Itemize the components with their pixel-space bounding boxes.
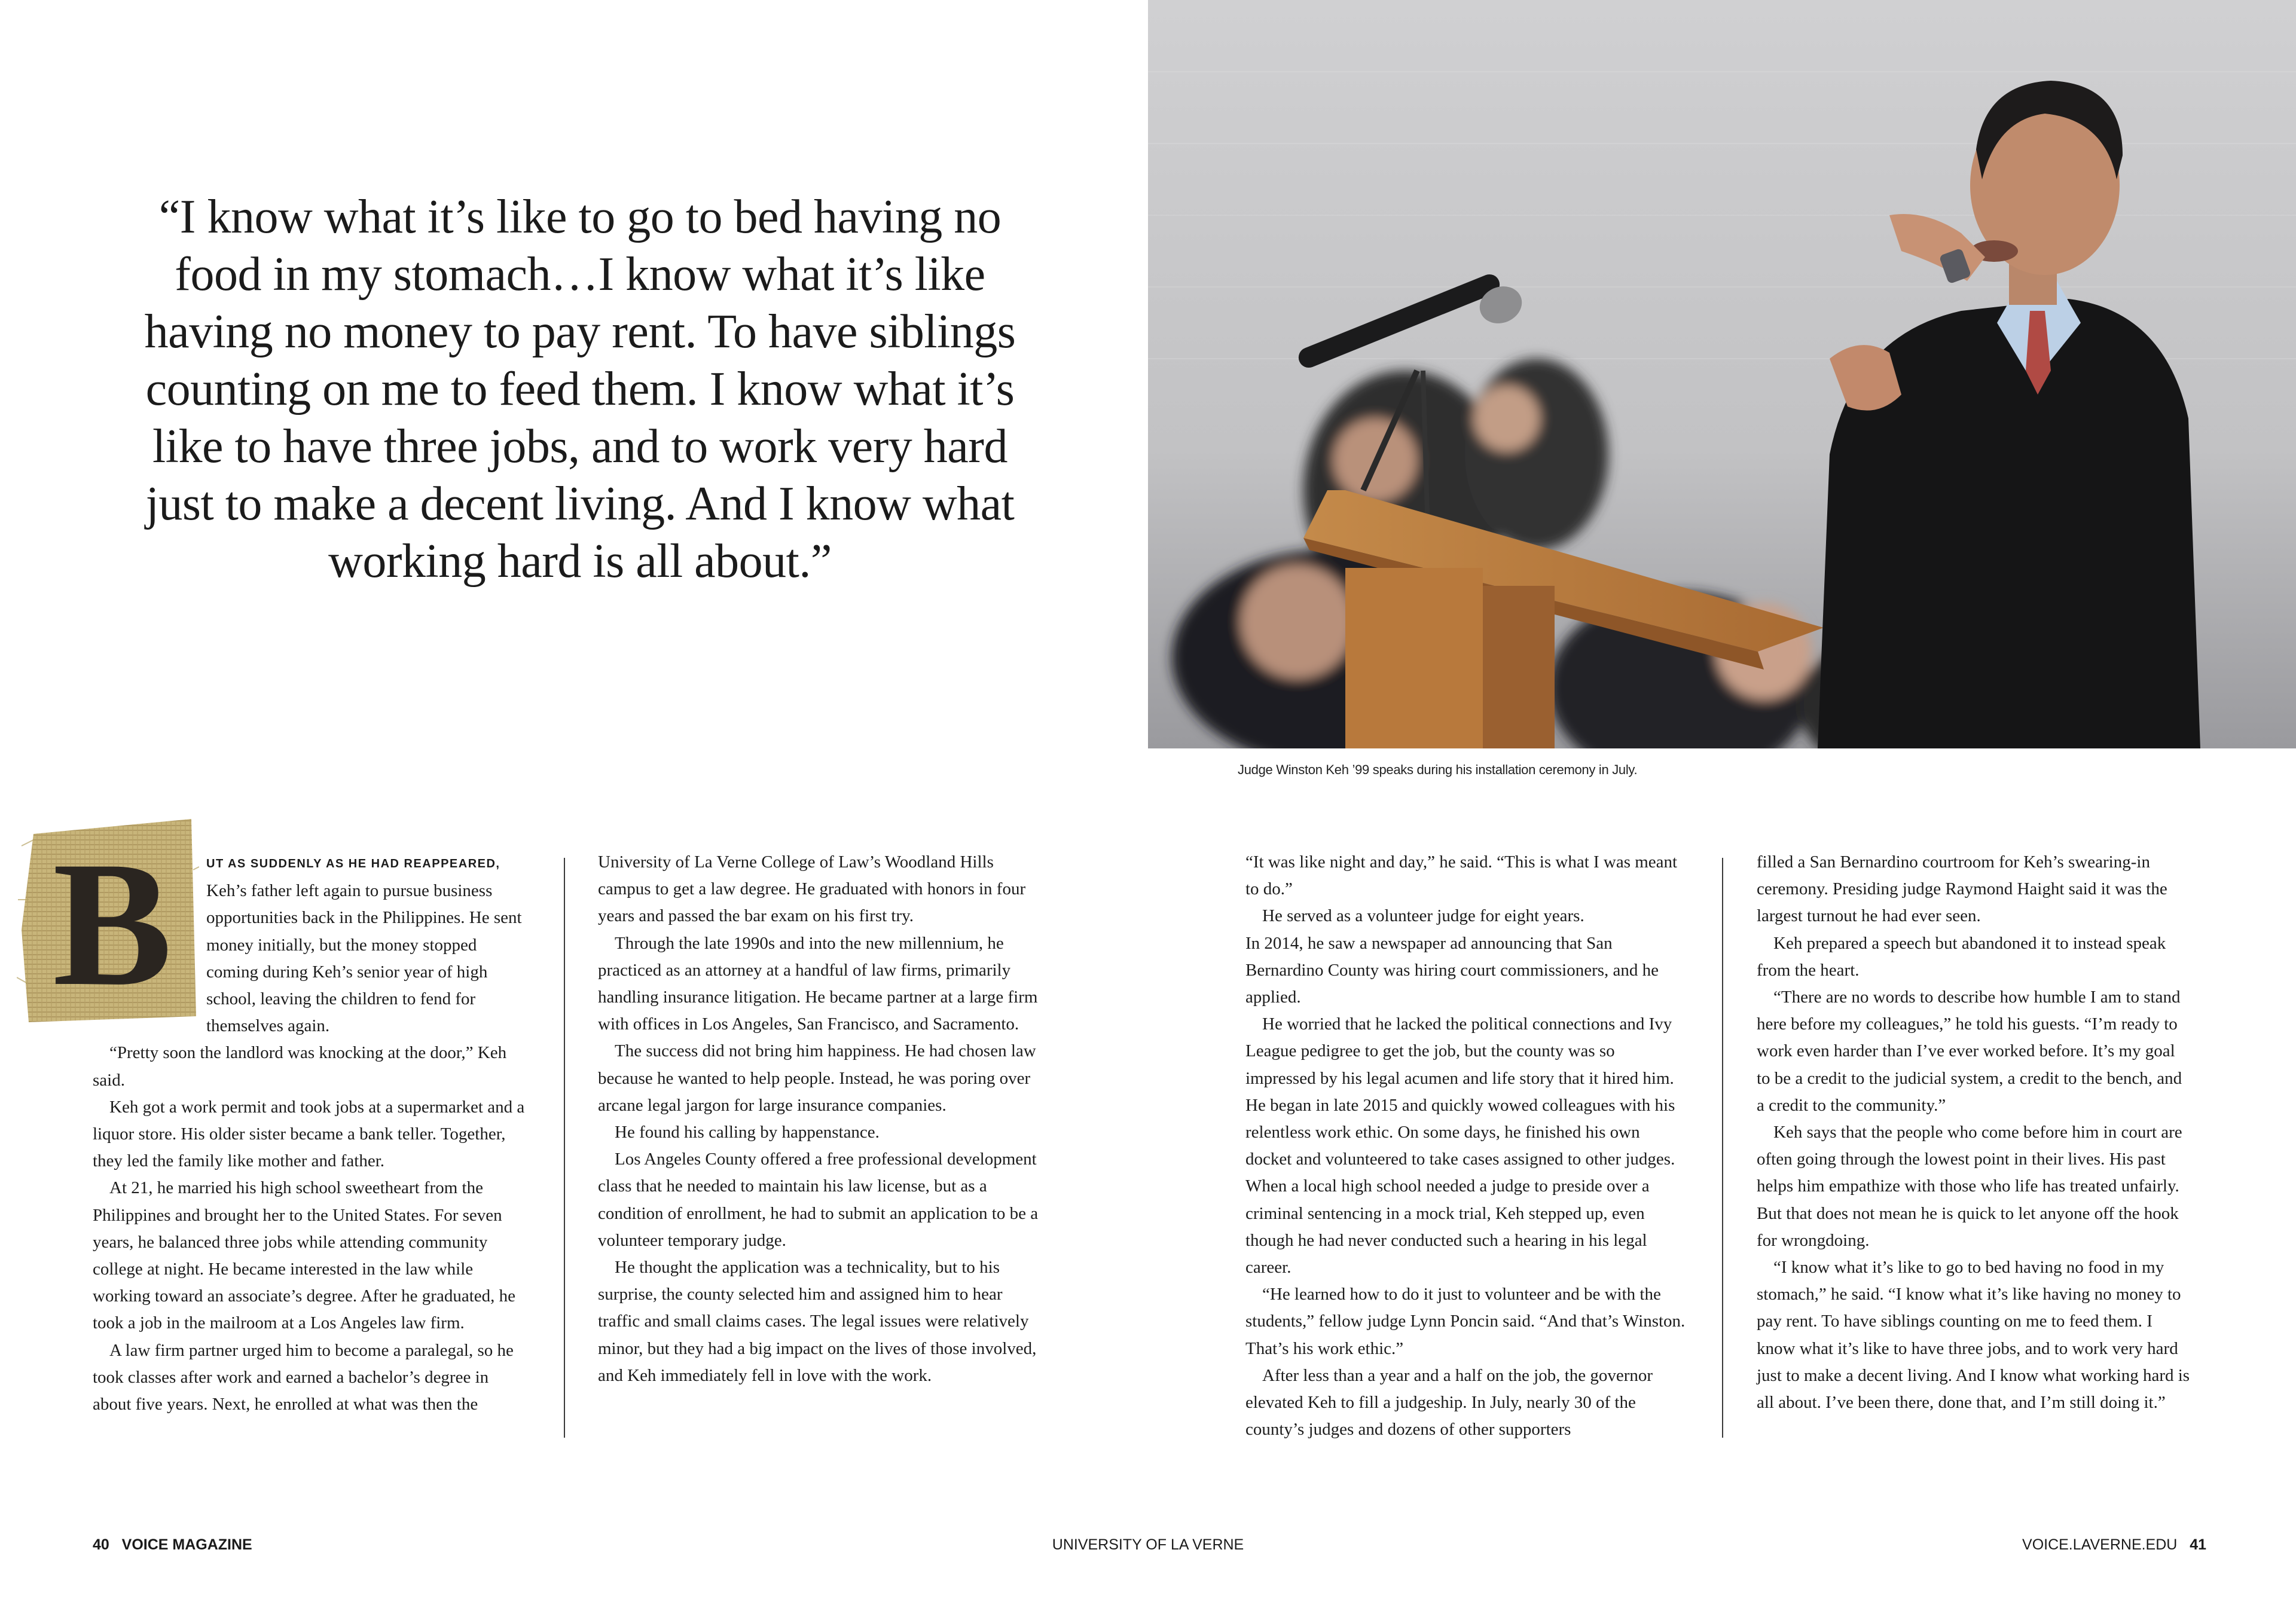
article-column-1 xyxy=(93,849,526,1447)
article-column-3 xyxy=(1245,849,1688,1447)
drop-cap-letter: B xyxy=(53,824,173,1023)
footer-center: UNIVERSITY OF LA VERNE xyxy=(1052,1536,1244,1553)
paragraph: “He learned how to do it just to volunteer and be with the students,” fellow judge Lynn Poncin said. “And that’s Winston. That’s his work ethic.” xyxy=(1245,1285,1686,1358)
footer-left xyxy=(93,1536,252,1554)
paragraph: In 2014, he saw a newspaper ad announcing that San Bernardino County was hiring court commissioners, and he applied. xyxy=(1245,933,1659,1007)
judge-photo xyxy=(1148,0,2296,748)
article-column-4 xyxy=(1757,849,2190,1447)
photo-caption: Judge Winston Keh ’99 speaks during his installation ceremony in July. xyxy=(1238,762,1638,777)
lead-in: UT AS SUDDENLY AS HE HAD REAPPEARED, xyxy=(206,857,500,870)
paragraph: Keh says that the people who come before him in court are often going through the lowest point in their lives. His past helps him empathize with those who life has treated unfairly. But that does not mean he is quick to let anyone off the hook for wrongdoing. xyxy=(1757,1123,2182,1250)
paragraph: Keh got a work permit and took jobs at a supermarket and a liquor store. His older sister became a bank teller. Together, they led the family like mother and father. xyxy=(93,1097,525,1171)
paragraph: University of La Verne College of Law’s Woodland Hills campus to get a law degree. He graduated with honors in four years and passed the bar exam on his first try. xyxy=(598,852,1026,926)
paragraph: A law firm partner urged him to become a paralegal, so he took classes after work and earned a bachelor’s degree in about five years. Next, he enrolled at what was then the xyxy=(93,1340,514,1414)
footer-right xyxy=(2022,1536,2206,1554)
paragraph: He served as a volunteer judge for eight years. xyxy=(1262,906,1584,926)
footer-url: VOICE.LAVERNE.EDU xyxy=(2022,1536,2178,1553)
paragraph: “There are no words to describe how humble I am to stand here before my colleagues,” he told his guests. “I’m ready to work even harder than I’ve ever worked before. It’s my goal to be a credit to the judicial system, a credit to the bench, and a credit to the community.” xyxy=(1757,988,2182,1115)
pull-quote: “I know what it’s like to go to bed having no food in my stomach…I know what it’s like having no money to pay rent. To have siblings counting on me to feed them. I know what it’s like to have three jobs, and to work very hard just to make a decent living. And I know what working hard is all about.” xyxy=(144,191,1016,588)
paragraph: He worried that he lacked the political connections and Ivy League pedigree to get the job, but the county was so impressed by his legal acumen and life story that it hired him. He began in late 2015 and quickly wowed colleagues with his relentless work ethic. On some days, he finished his own docket and volunteered to take cases assigned to other judges. When a local high school needed a judge to preside over a criminal sentencing in a mock trial, Keh stepped up, even though he had never conducted such a hearing in his legal career. xyxy=(1245,1014,1675,1277)
article-column-2 xyxy=(598,849,1040,1447)
magazine-title: VOICE MAGAZINE xyxy=(121,1536,252,1553)
paragraph: Keh’s father left again to pursue business opportunities back in the Philippines. He sent money initially, but the money stopped coming during Keh’s senior year of high school, leaving the children to fend for themselves again. xyxy=(206,881,522,1036)
paragraph: “It was like night and day,” he said. “This is what I was meant to do.” xyxy=(1245,852,1678,899)
page-number-left: 40 xyxy=(93,1536,109,1553)
lead-paragraph xyxy=(206,849,526,1040)
paragraph: Keh prepared a speech but abandoned it to instead speak from the heart. xyxy=(1757,933,2166,980)
paragraph: Los Angeles County offered a free professional development class that he needed to maintain his law license, but as a condition of enrollment, he had to submit an application to be a volunteer temporary judge. xyxy=(598,1150,1039,1250)
paragraph: At 21, he married his high school sweetheart from the Philippines and brought her to the United States. For seven years, he balanced three jobs while attending community college at night. He became interested in the law while working toward an associate’s degree. After he graduated, he took a job in the mailroom at a Los Angeles law firm. xyxy=(93,1178,516,1333)
paragraph: After less than a year and a half on the job, the governor elevated Keh to fill a judgeship. In July, nearly 30 of the county’s judges and dozens of other supporters xyxy=(1245,1365,1653,1439)
column-rule-1 xyxy=(564,858,565,1438)
paragraph: “I know what it’s like to go to bed having no food in my stomach,” he said. “I know what it’s like having no money to pay rent. To have siblings counting on me to feed them. I know what it’s like to have three jobs, and to work very hard just to make a decent living. And I know what working hard is all about. I’ve been there, done that, and I’m still doing it.” xyxy=(1757,1258,2190,1413)
paragraph: “Pretty soon the landlord was knocking at the door,” Keh said. xyxy=(93,1043,507,1090)
paragraph: Through the late 1990s and into the new millennium, he practiced as an attorney at a handful of law firms, primarily handling insurance litigation. He became partner at a large firm with offices in Los Angeles, San Francisco, and Sacramento. xyxy=(598,933,1038,1034)
paragraph: He found his calling by happenstance. xyxy=(615,1123,880,1142)
page-number-right: 41 xyxy=(2190,1536,2206,1553)
paragraph: filled a San Bernardino courtroom for Keh’s swearing-in ceremony. Presiding judge Raymond Haight said it was the largest turnout he had ever seen. xyxy=(1757,852,2167,926)
judge-speaking-illustration xyxy=(1148,0,2296,748)
column-rule-2 xyxy=(1722,858,1723,1438)
paragraph: The success did not bring him happiness. He had chosen law because he wanted to help people. Instead, he was poring over arcane legal jargon for large insurance companies. xyxy=(598,1041,1036,1115)
paragraph: He thought the application was a technicality, but to his surprise, the county selected him and assigned him to hear traffic and small claims cases. The legal issues were relatively minor, but they had a big impact on the lives of those involved, and Keh immediately fell in love with the work. xyxy=(598,1258,1037,1385)
